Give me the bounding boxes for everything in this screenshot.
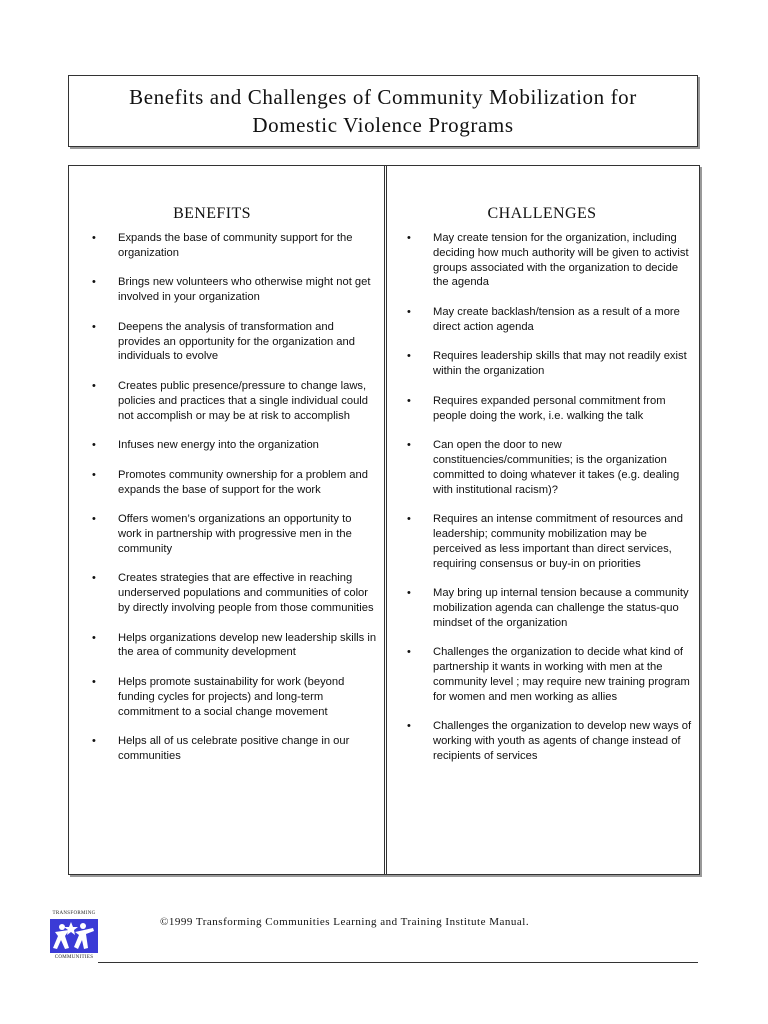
challenge-item: • Challenges the organization to develop new ways of working with youth as agents of change instead of recipients of services [402, 719, 692, 763]
benefit-item: • Offers women’s organizations an opportunity to work in partnership with progressive men in the community [87, 512, 377, 556]
title-line-1: Benefits and Challenges of Community Mobilization for [129, 85, 637, 109]
benefits-column [87, 166, 377, 778]
title-box [68, 75, 698, 147]
title-line-2: Domestic Violence Programs [252, 113, 514, 137]
benefit-item: • Infuses new energy into the organization [87, 438, 377, 453]
challenge-item: • Challenges the organization to decide what kind of partnership it wants in working with men at the community level ; may require new training program for women and men working as allies [402, 645, 692, 704]
logo-top-text: TRANSFORMING [52, 911, 96, 916]
benefit-item: • Deepens the analysis of transformation and provides an opportunity for the organization and individuals to evolve [87, 320, 377, 364]
benefit-item: • Helps promote sustainability for work (beyond funding cycles for projects) and long-term commitment to a social change movement [87, 675, 377, 719]
transforming-communities-logo [49, 911, 99, 961]
benefits-list [87, 231, 377, 764]
benefits-heading: BENEFITS [173, 205, 251, 222]
benefit-item: • Creates strategies that are effective in reaching underserved populations and communities of color by directly involving people from those communities [87, 571, 377, 615]
benefit-item: • Helps all of us celebrate positive change in our communities [87, 734, 377, 764]
challenge-item: • Requires expanded personal commitment from people doing the work, i.e. walking the talk [402, 394, 692, 424]
challenge-item: • May create backlash/tension as a result of a more direct action agenda [402, 305, 692, 335]
challenge-item: • May bring up internal tension because a community mobilization agenda can challenge the status-quo mindset of the organization [402, 586, 692, 630]
benefit-item: • Creates public presence/pressure to change laws, policies and practices that a single individual could not accomplish or may be at risk to accomplish [87, 379, 377, 423]
benefit-item: • Expands the base of community support for the organization [87, 231, 377, 261]
document-title [129, 83, 637, 139]
challenge-item: • May create tension for the organization, including deciding how much authority will be given to activist groups associated with the organization to decide the agenda [402, 231, 692, 290]
footer-copyright: ©1999 Transforming Communities Learning and Training Institute Manual. [160, 916, 530, 928]
benefit-item: • Promotes community ownership for a problem and expands the base of support for the work [87, 468, 377, 498]
challenge-item: • Requires an intense commitment of resources and leadership; community mobilization may be perceived as less important than direct services, requiring consensus or buy-in on priorities [402, 512, 692, 571]
benefit-item: • Brings new volunteers who otherwise might not get involved in your organization [87, 275, 377, 305]
challenges-column [402, 166, 692, 778]
challenge-item: • Requires leadership skills that may not readily exist within the organization [402, 349, 692, 379]
benefit-item: • Helps organizations develop new leadership skills in the area of community development [87, 631, 377, 661]
logo-bottom-text: COMMUNITIES [54, 955, 94, 960]
challenge-item: • Can open the door to new constituencies/communities; is the organization committed to doing whatever it takes (e.g. dealing with institutional racism)? [402, 438, 692, 497]
challenges-heading: CHALLENGES [487, 205, 597, 222]
column-divider [384, 166, 387, 874]
challenges-list [402, 231, 692, 764]
footer-rule [98, 962, 698, 963]
two-column-table [68, 165, 700, 875]
logo-figures-icon [49, 918, 99, 954]
